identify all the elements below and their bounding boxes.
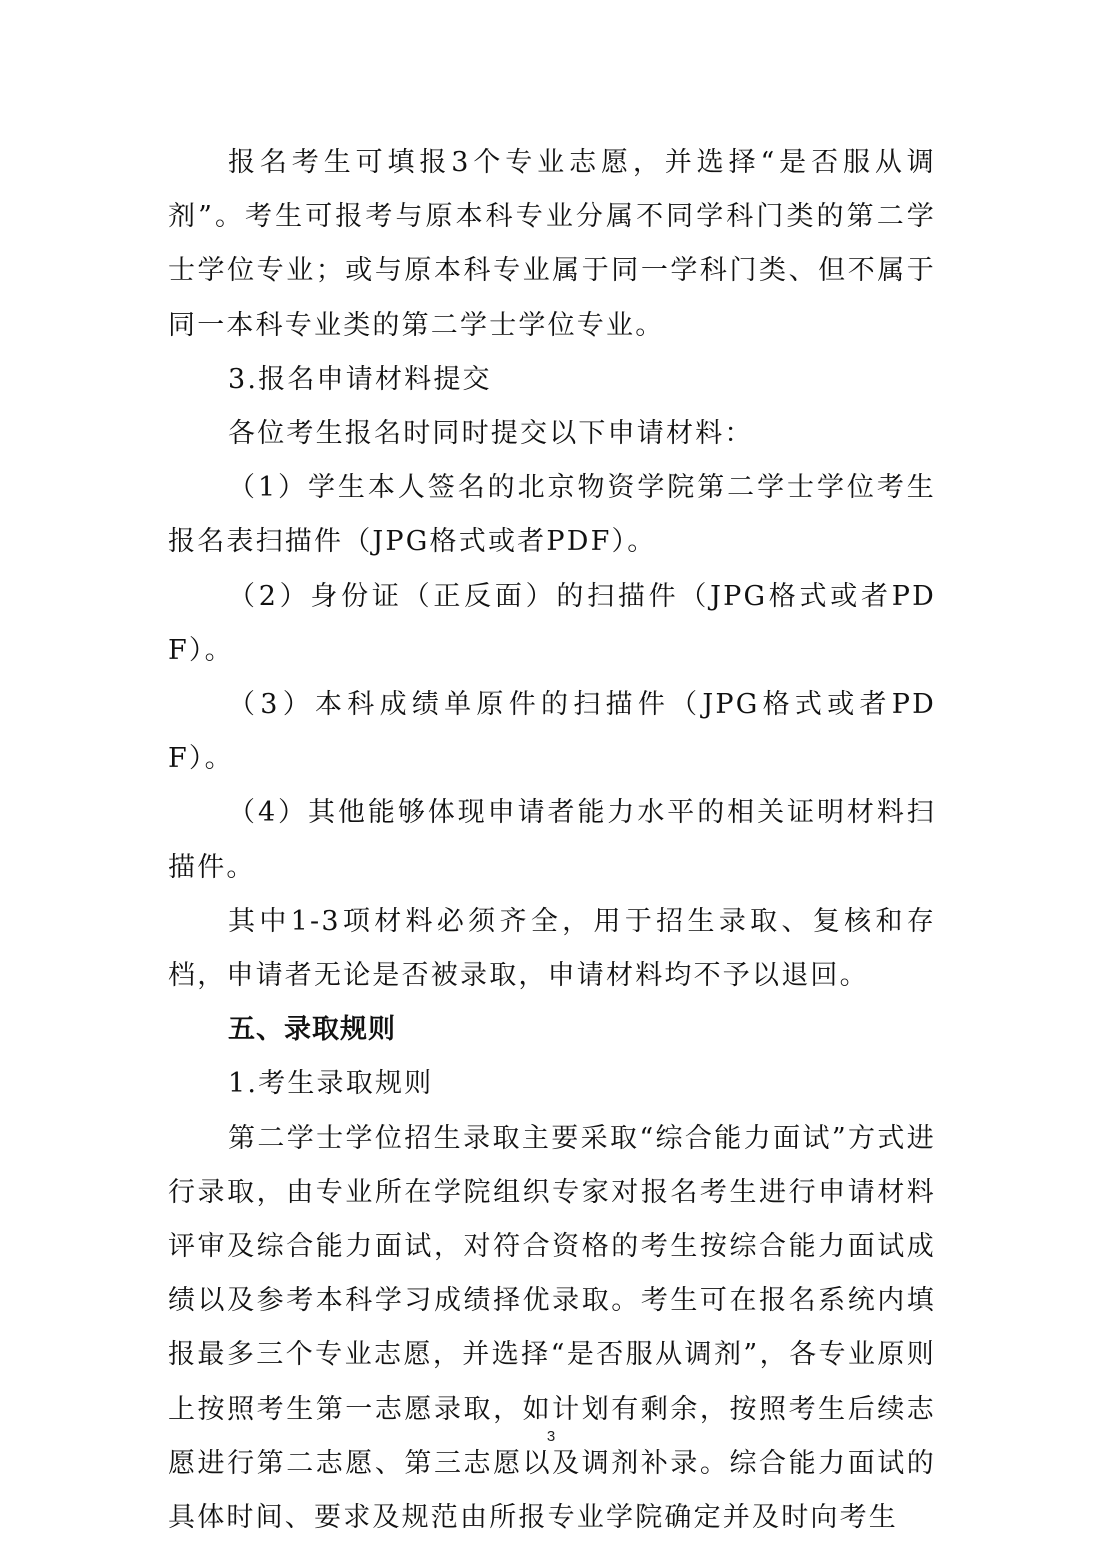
list-item-id-card: （2）身份证（正反面）的扫描件（JPG格式或者PDF）。: [168, 580, 936, 666]
subheading-application-materials: 3.报名申请材料提交: [228, 363, 492, 395]
paragraph-admission-method: 第二学士学位招生录取主要采取“综合能力面试”方式进行录取，由专业所在学院组织专家对报名考生进行申请材料评审及综合能力面试，对符合资格的考生按综合能力面试成绩以及参考本科学习成绩择优录取。考生可在报名系统内填报最多三个专业志愿，并选择“是否服从调剂”，各专业原则上按照考生第一志愿录取，如计划有剩余，按照考生后续志愿进行第二志愿、第三志愿以及调剂补录。综合能力面试的具体时间、要求及规范由所报专业学院确定并及时向考生: [168, 1122, 936, 1534]
section-heading-admission-rules: 五、录取规则: [228, 1014, 396, 1046]
list-item-registration-form: （1）学生本人签名的北京物资学院第二学士学位考生报名表扫描件（JPG格式或者PDF）。: [168, 472, 936, 558]
document-page: [168, 136, 936, 1545]
paragraph-materials-intro: 各位考生报名时同时提交以下申请材料：: [228, 418, 754, 450]
paragraph-materials-note: 其中1-3项材料必须齐全，用于招生录取、复核和存档，申请者无论是否被录取，申请材料均不予以退回。: [168, 905, 936, 992]
page-number: 3: [546, 1428, 556, 1445]
subheading-admission-rules: 1.考生录取规则: [228, 1068, 434, 1100]
list-item-other-proofs: （4）其他能够体现申请者能力水平的相关证明材料扫描件。: [168, 797, 936, 883]
paragraph-volunteer-choices: 报名考生可填报3个专业志愿，并选择“是否服从调剂”。考生可报考与原本科专业分属不同学科门类的第二学士学位专业；或与原本科专业属于同一学科门类、但不属于同一本科专业类的第二学士学位专业。: [168, 147, 936, 341]
list-item-transcript: （3）本科成绩单原件的扫描件（JPG格式或者PDF）。: [168, 689, 936, 775]
